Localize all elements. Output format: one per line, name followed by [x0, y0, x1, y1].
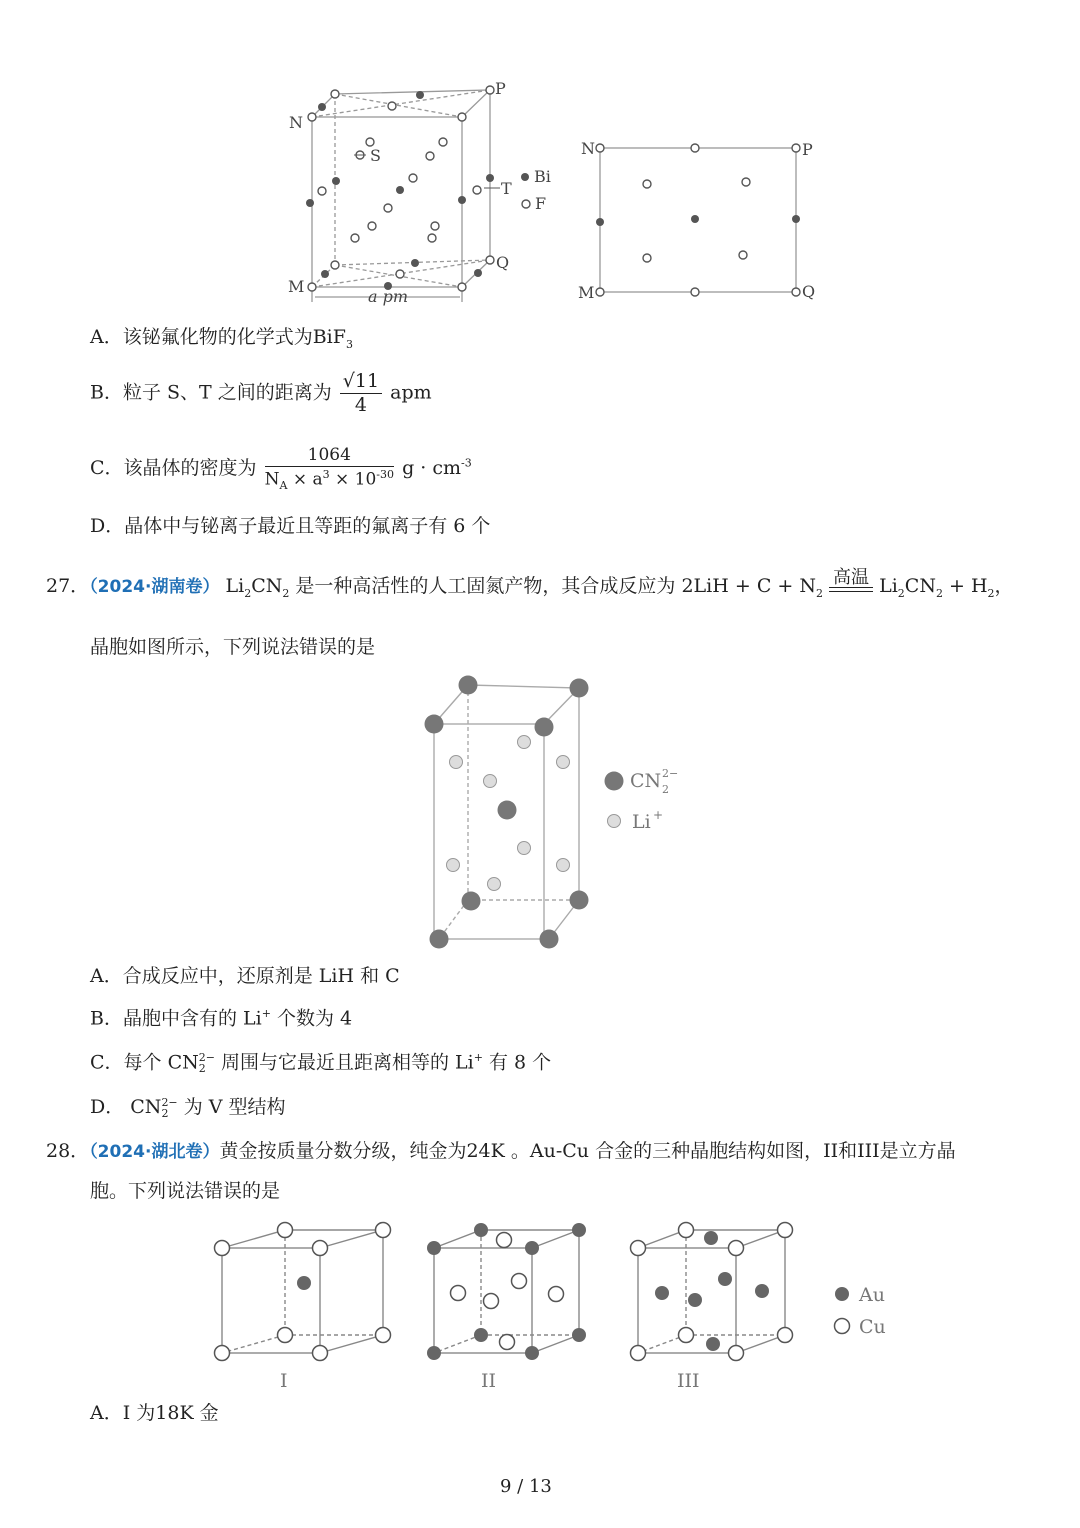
q27-b-post: 个数为 4 [270, 1007, 353, 1030]
q26-option-c [90, 447, 472, 491]
q26-c-den-2-sup: 3 [322, 468, 330, 481]
q27-a-text: A．合成反应中，还原剂是 LiH 和 C [90, 965, 400, 987]
q26-c-den [265, 467, 394, 491]
q28-t1: 黄金按质量分数分级，纯金为24K 。Au-Cu 合金的三种晶胞结构如图，II和III是立方晶 [219, 1140, 956, 1162]
q27-c-mid: 周围与它最近且距离相等的 Li [214, 1051, 474, 1074]
page-number: 9 / 13 [500, 1476, 552, 1497]
label-t: T [501, 179, 512, 198]
label-p2: P [802, 140, 813, 159]
q27-sub-a: 2 [244, 586, 252, 600]
label-p: P [495, 80, 506, 98]
q27-sub-f: 2 [987, 586, 995, 600]
q27-sub-c: 2 [815, 586, 823, 600]
q28-option-a [90, 1404, 219, 1423]
label-n: N [289, 113, 303, 132]
cell-label-iii: III [677, 1370, 700, 1392]
q27-c-sup: 2− [198, 1051, 215, 1065]
cell-label-i: I [280, 1370, 288, 1392]
q27-t1e: CN [904, 575, 936, 597]
legend-cn2-sup: 2− [662, 767, 679, 780]
q26-c-den-1: N [264, 469, 280, 490]
q28-stem-line1 [46, 1142, 956, 1161]
q26-option-d [90, 517, 490, 536]
q26-b-pre: B．粒子 S、T 之间的距离为 [90, 381, 332, 404]
li2cn2-crystal-cell [420, 672, 720, 957]
q27-t1d: Li [879, 575, 898, 597]
q27-option-a [90, 967, 400, 986]
legend-f: F [535, 194, 547, 213]
q27-c-post: 有 8 个 [482, 1051, 552, 1074]
q28-number: 28． [46, 1140, 90, 1162]
legend-li-sup: + [653, 808, 664, 822]
q27-b-pre: B．晶胞中含有的 Li [90, 1007, 262, 1030]
q26-d-text: D．晶体中与铋离子最近且等距的氟离子有 6 个 [90, 515, 491, 537]
cell-label-ii: II [481, 1370, 497, 1392]
q27-option-d [90, 1097, 286, 1119]
q28-t2: 胞。下列说法错误的是 [90, 1180, 281, 1202]
q27-stem-line1 [46, 567, 1014, 600]
label-m2: M [578, 283, 595, 302]
q28-stem-line2 [90, 1182, 280, 1201]
q27-t1f: + H [942, 575, 988, 597]
label-m: M [288, 277, 305, 296]
q27-b-sup: + [261, 1007, 271, 1020]
q27-t1b: CN [251, 575, 283, 597]
bif-cross-section [575, 135, 825, 310]
q26-b-den: 4 [354, 394, 367, 416]
label-q2: Q [802, 282, 816, 301]
q26-b-post: apm [390, 381, 432, 404]
q26-c-den-3: × 10 [329, 469, 377, 490]
q27-option-b [90, 1008, 352, 1028]
q28-a-text: A．I 为18K 金 [90, 1402, 219, 1424]
q27-condition: 高温 [833, 567, 870, 588]
q26-c-den-3-sup: -30 [376, 468, 395, 481]
q27-t1c: 是一种高活性的人工固氮产物，其合成反应为 2LiH + C + N [289, 575, 816, 597]
q27-c-sup2: + [473, 1051, 483, 1064]
q27-sub-b: 2 [282, 586, 290, 600]
label-s: S [370, 146, 381, 165]
q27-t1a: Li [225, 575, 245, 597]
q27-c-sub: 2 [198, 1062, 206, 1076]
q26-option-a [90, 328, 353, 350]
q26-b-num: √11 [340, 372, 382, 394]
q26-option-b [90, 372, 432, 415]
q27-sub-e: 2 [935, 586, 943, 600]
bif-crystal-cell-3d [280, 80, 560, 310]
q26-c-den-1-sub: A [279, 479, 288, 493]
aucu-crystal-cells [205, 1215, 905, 1395]
q26-c-post-sup: -3 [461, 456, 472, 470]
legend-cn2-sub: 2 [662, 783, 669, 796]
label-a-pm: a pm [368, 287, 409, 306]
q26-c-num: 1064 [265, 447, 394, 467]
q27-t1g: ， [994, 575, 1014, 597]
q26-c-den-2: × a [287, 469, 323, 490]
q26-c-post: g · cm [402, 457, 462, 480]
q27-c-pre: C．每个 CN [90, 1051, 199, 1074]
q27-sub-d: 2 [897, 586, 905, 600]
legend-au: Au [859, 1284, 885, 1306]
q27-option-c [90, 1052, 551, 1074]
q26-c-pre: C．该晶体的密度为 [90, 457, 257, 480]
legend-cu: Cu [859, 1316, 886, 1338]
q27-stem-line2 [90, 638, 375, 657]
label-n2: N [581, 139, 595, 158]
q26-a-text: A．该铋氟化物的化学式为BiF [90, 326, 346, 348]
q27-number: 27． [46, 575, 90, 597]
label-q: Q [496, 253, 510, 272]
q26-a-sub: 3 [345, 337, 353, 351]
q27-t2: 晶胞如图所示，下列说法错误的是 [90, 636, 376, 658]
legend-bi: Bi [534, 167, 551, 186]
q27-d-post: 为 V 型结构 [177, 1096, 286, 1118]
q28-source: （2024·湖北卷） [89, 1142, 220, 1162]
legend-cn2: CN [630, 770, 662, 792]
q27-d-sup: 2− [161, 1096, 178, 1109]
q27-d-sub: 2 [161, 1107, 169, 1120]
legend-li: Li [632, 811, 651, 833]
q27-d-pre: D． CN [90, 1096, 162, 1118]
q27-source: （2024·湖南卷） [89, 577, 220, 597]
